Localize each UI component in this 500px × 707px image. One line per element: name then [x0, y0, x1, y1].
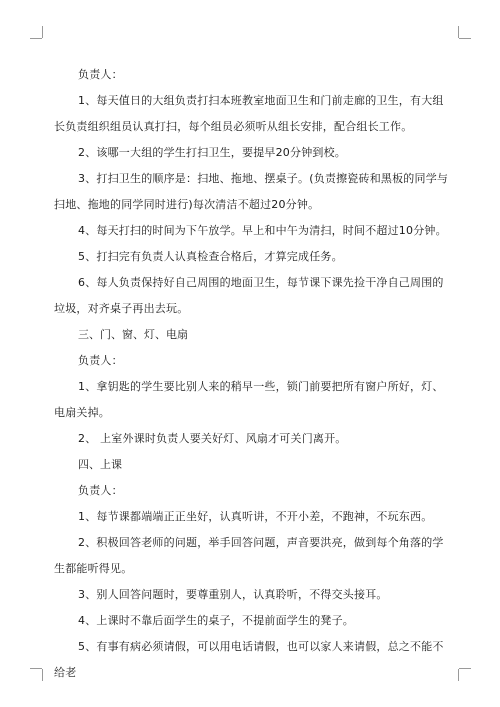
paragraph-rule-2: 2、该哪一大组的学生打扫卫生，要提早20分钟到校。 [78, 146, 346, 159]
paragraph-class-rule-2: 2、积极回答老师的问题，举手回答问题，声音要洪亮，做到每个角落的学生都能听得见。 [54, 536, 444, 575]
section-heading-doors-windows: 三、门、窗、灯、电扇 [78, 328, 188, 341]
crop-mark-bottom-right-v [458, 669, 459, 681]
paragraph-doors-rule-2: 2、 上室外课时负责人要关好灯、风扇才可关门离开。 [78, 432, 347, 445]
paragraph-responsible-person-2: 负责人： [78, 354, 123, 367]
paragraph-class-rule-1: 1、每节课都端端正正坐好，认真听讲，不开小差，不跑神，不玩东西。 [78, 510, 433, 523]
paragraph-class-rule-4: 4、上课时不靠后面学生的桌子，不提前面学生的凳子。 [78, 614, 354, 627]
crop-mark-top-left-v [42, 26, 43, 38]
paragraph-responsible-person-1: 负责人： [78, 68, 123, 81]
crop-mark-bottom-left-v [42, 669, 43, 681]
crop-mark-top-right-v [458, 26, 459, 38]
paragraph-responsible-person-3: 负责人： [78, 484, 123, 497]
paragraph-class-rule-3: 3、别人回答问题时，要尊重别人，认真聆听，不得交头接耳。 [78, 588, 388, 601]
paragraph-class-rule-5: 5、有事有病必须请假，可以用电话请假，也可以家人来请假，总之不能不给老 [54, 640, 444, 679]
paragraph-rule-1: 1、每天值日的大组负责打扫本班教室地面卫生和门前走廊的卫生，有大组长负责组织组员认真打扫，每个组员必须听从组长安排，配合组长工作。 [54, 94, 444, 133]
paragraph-doors-rule-1: 1、拿钥匙的学生要比别人来的稍早一些，锁门前要把所有窗户所好，灯、电扇关掉。 [54, 380, 444, 419]
document-body [54, 62, 454, 686]
paragraph-rule-5: 5、打扫完有负责人认真检查合格后，才算完成任务。 [78, 250, 343, 263]
crop-mark-bottom-left-h [30, 668, 42, 669]
paragraph-rule-6: 6、每人负责保持好自己周围的地面卫生，每节课下课先捡干净自己周围的垃圾，对齐桌子再出去玩。 [54, 276, 444, 315]
crop-mark-top-right-h [459, 38, 471, 39]
paragraph-rule-4: 4、每天打扫的时间为下午放学。早上和中午为清扫，时间不超过10分钟。 [78, 224, 447, 237]
crop-mark-top-left-h [30, 38, 42, 39]
paragraph-rule-3: 3、打扫卫生的顺序是：扫地、拖地、摆桌子。(负责擦瓷砖和黑板的同学与扫地、拖地的同学同时进行)每次清洁不超过20分钟。 [54, 172, 449, 211]
crop-mark-bottom-right-h [459, 668, 471, 669]
section-heading-class: 四、上课 [78, 458, 122, 471]
